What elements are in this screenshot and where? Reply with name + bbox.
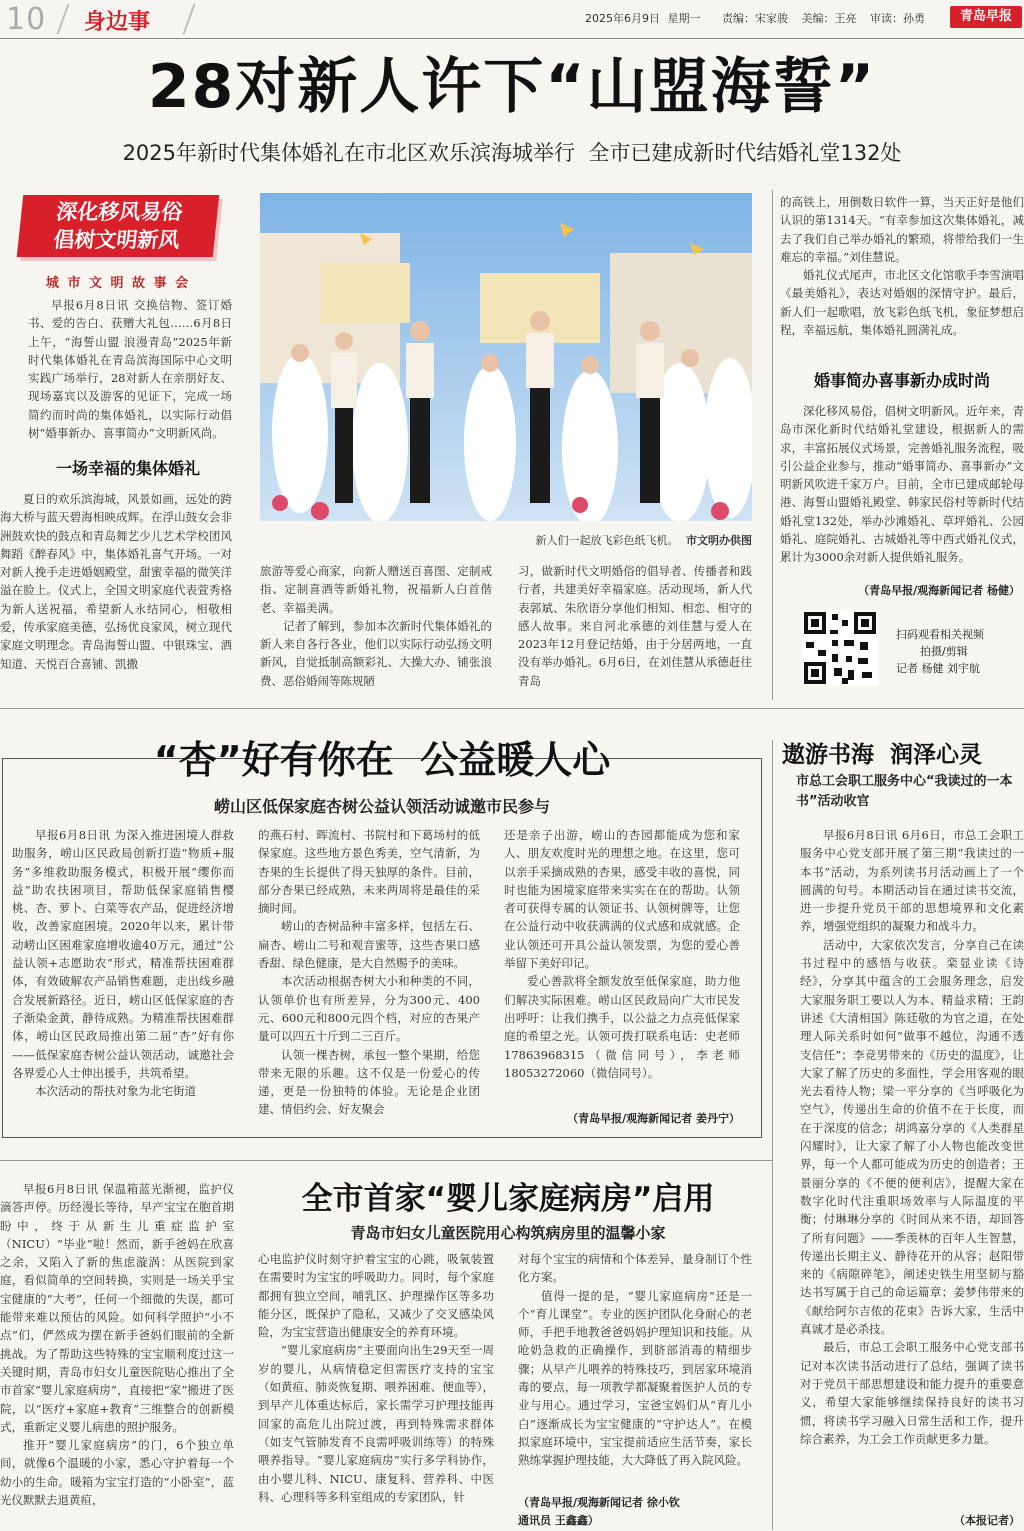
column-rule-1 bbox=[772, 190, 773, 700]
main-right-col-1 bbox=[780, 193, 1024, 353]
story3-credit-1: （青岛早报/观海新闻记者 徐小钦 bbox=[518, 1496, 680, 1509]
story3-col3 bbox=[518, 1250, 752, 1490]
main-sub-heading-2: 婚事简办喜事新办成时尚 bbox=[813, 371, 990, 390]
editor-credit: 责编：宋家骏 bbox=[722, 12, 788, 25]
main-col2-body bbox=[260, 562, 492, 692]
photo-caption bbox=[260, 532, 752, 548]
story3-col2 bbox=[258, 1250, 494, 1531]
story4-text-1: 早报6月8日讯 6月6日，市总工会职工服务中心党支部开展了第三期“我读过的一本书”活动，为系列读书月活动画上了一个圆满的句号。本期活动旨在通过读书交流，进一步提升党员干部的思想境界和文化素养，增强党组织的凝聚力和战斗力。 bbox=[800, 828, 1024, 934]
story2-subheadline: 崂山区低保家庭杏树公益认领活动诚邀市民参与 bbox=[213, 797, 550, 816]
main-right-col-2 bbox=[780, 402, 1024, 582]
wedding-photo-illustration bbox=[260, 193, 752, 521]
story2-credit: （青岛早报/观海新闻记者 姜丹宁） bbox=[567, 1112, 740, 1125]
main-col2-text: 旅游等爱心商家，向新人赠送百喜图、定制戒指、定制喜酒等新婚礼物，祝福新人白首偕老、幸福美满。 bbox=[260, 564, 492, 615]
column-rule-2 bbox=[772, 740, 773, 1530]
proofreader-credit: 审读：孙勇 bbox=[870, 12, 925, 25]
badge-caption: 城 市 文 明 故 事 会 bbox=[45, 276, 191, 291]
qr-text-1: 扫码观看相关视频 bbox=[896, 628, 984, 641]
brand-logo bbox=[950, 6, 1022, 28]
header-slash-2 bbox=[183, 4, 196, 34]
issue-weekday: 星期一 bbox=[667, 12, 701, 25]
story3-col1-text-b: 推开“婴儿家庭病房”的门，6个独立单间，就像6个温暖的小家，悉心守护着每一个幼小的生命。暖箱为宝宝打造的“小卧室”，蓝光仪默默去退黄疸， bbox=[0, 1438, 234, 1508]
campaign-badge bbox=[17, 195, 220, 257]
story2-col3-text: 还是亲子出游，崂山的杏园都能成为您和家人、朋友欢度时光的理想之地。在这里，您可以亲手采摘成熟的杏果，感受丰收的喜悦，同时也能为困境家庭带来实实在在的帮助。认领者可获得专属的认领证书、认领树牌等，让您在公益行动中收获满满的仪式感和成就感。企业认领还可开具公益认领发票，为您的爱心善举留下美好印记。 bbox=[504, 828, 740, 971]
photo-credit: 市文明办供图 bbox=[686, 534, 752, 547]
section-rule-1 bbox=[0, 708, 1024, 709]
main-right-text-1: 的高铁上，用倒数日软件一算，当天正好是他们认识的第1314天。“有幸参加这次集体婚礼，减去了我们自己举办婚礼的繁琐，将带给我们一生难忘的幸福。”刘佳慧说。 bbox=[780, 195, 1024, 264]
story2-col2-text-d: 认领一棵杏树，承包一整个果期，给您带来无限的乐趣。这不仅是一份爱心的传递，更是一份独特的体验。无论是企业团建、情侣约会、好友聚会 bbox=[258, 1047, 480, 1117]
story3-col1-text: 早报6月8日讯 保温箱蓝光渐褪，监护仪滴答声停。历经漫长等待，早产宝宝在胞首期盼中，终于从新生儿重症监护室（NICU）“毕业”啦！然而，新手爸妈在欣喜之余，又陷入了新的焦虑漩涡：从医院到家庭，看似简单的空间转换，实则是一场关乎宝宝健康的“大考”，任何一个细微的失误，都可能带来难以预估的风险。如何科学照护“小不点”们，俨然成为摆在新手爸妈们眼前的全新挑战。为了帮助这些特殊的宝宝顺利度过这一关键时期，青岛市妇女儿童医院贴心推出了全市首家“婴儿家庭病房”，直接把“家”搬进了医院，以“医疗+家庭+教育”三维整合的创新模式，重新定义婴儿病患的照护服务。 bbox=[0, 1182, 234, 1434]
badge-line-1: 深化移风易俗 bbox=[55, 200, 184, 224]
badge-line-2: 倡树文明新风 bbox=[52, 228, 181, 252]
qr-code[interactable] bbox=[802, 610, 878, 686]
qr-text-3: 记者 杨健 刘宇航 bbox=[896, 662, 980, 675]
story3-subheadline: 青岛市妇女儿童医院用心构筑病房里的温馨小家 bbox=[350, 1224, 666, 1242]
qr-text-2: 拍摄/剪辑 bbox=[920, 645, 968, 658]
qr-info bbox=[896, 626, 1022, 677]
story2-headline: “杏”好有你在 公益暖人心 bbox=[153, 738, 611, 782]
main-headline: 28对新人许下“山盟海誓” bbox=[147, 52, 877, 122]
story4-headline: 遨游书海 润泽心灵 bbox=[782, 742, 983, 768]
story4-credit: （本报记者） bbox=[954, 1514, 1020, 1527]
story2-col3-text-b: 爱心善款将全额发放至低保家庭，助力他们解决实际困难。崂山区民政局向广大市民发出呼吁：让我们携手，以公益之力点亮低保家庭的希望之光。认领可拨打联系电话：史老师 17863968315（微信同号），李老师 18053272060（微信同号）。 bbox=[504, 974, 740, 1080]
story4-text-3: 最后，市总工会职工服务中心党支部书记对本次读书活动进行了总结，强调了读书对于党员干部思想建设和能力提升的重要意义，希望大家能够继续保持良好的读书习惯，将读书学习融入日常生活和工作，提升综合素养，为工会工作贡献更多力量。 bbox=[800, 1340, 1024, 1446]
story2-col1 bbox=[12, 826, 234, 1126]
story2-col2-text-b: 崂山的杏树品种丰富多样，包括左石、扁杏、崂山二号和观音蜜等，这些杏果口感香甜、绿色健康，是大自然赐予的美味。 bbox=[258, 919, 480, 971]
story2-col1-text-b: 本次活动的帮扶对象为北宅街道 bbox=[35, 1084, 196, 1099]
brand-logo-text: 青岛早报 bbox=[959, 9, 1012, 24]
story3-col2-text: 心电监护仪时刻守护着宝宝的心跳，吸氧装置在需要时为宝宝的呼吸助力。同时，每个家庭都拥有独立空间，哺乳区、护理操作区等多功能分区，既保护了隐私，又减少了交叉感染风险，为宝宝营造出健康安全的养育环境。 bbox=[258, 1252, 494, 1340]
main-right-text-2: 婚礼仪式尾声，市北区文化馆歌手李雪演唱《最美婚礼》，表达对婚姻的深情守护。最后，新人们一起歌唱，放飞彩色纸飞机，象征梦想启程，幸福远航，集体婚礼圆满礼成。 bbox=[780, 268, 1024, 338]
story4-text-2: 活动中，大家依次发言，分享自己在读书过程中的感悟与收获。栾显业读《诗经》，分享其中蕴含的工会服务理念，启发大家服务职工要以人为本、精益求精；王韵讲述《大清相国》陈廷敬的为官之道，在处理人际关系时如何“做事不越位，沟通不透支信任”；李竞男带来的《历史的温度》，让大家了解了历史的多面性，学会用客观的眼光去看待人物；梁一平分享的《当呼吸化为空气》，传递出生命的价值不在于长度，而在于深度的信念；胡鸿嘉分享的《人类群星闪耀时》，让大家了解了小人物也能改变世界，每一个人都可能成为历史的创造者；王景丽分享的《不便的便利店》，提醒大家在数字化时代注重职场效率与人际温度的平衡；付琳琳分享的《时间从来不语，却回答了所有问题》——季羡林的百年人生智慧，传递出长期主义、静待花开的从容；赵阳带来的《病隙碎笔》，阐述史铁生用坚韧与豁达书写属于自己的命运篇章；姜梦伟带来的《献给阿尔吉侬的花束》告诉大家，生活中真诚才是必杀技。 bbox=[800, 937, 1024, 1337]
header-slash bbox=[57, 4, 70, 34]
main-col3-text: 习，做新时代文明婚俗的倡导者、传播者和践行者，共建美好幸福家庭。活动现场，新人代表郭斌、朱欣语分享他们相知、相恋、相守的感人故事。来自河北承德的刘佳慧与爱人在2023年12月登记结婚，由于分居两地，一直没有举办婚礼。6月6日，在刘佳慧从承德赶往青岛 bbox=[518, 564, 752, 688]
story3-col1 bbox=[0, 1180, 234, 1531]
story4-subheadline: 市总工会职工服务中心“我读过的一本书”活动收官 bbox=[796, 774, 1013, 809]
main-col1-body bbox=[0, 490, 232, 690]
story2-col1-text: 早报6月8日讯 为深入推进困境人群救助服务，崂山区民政局创新打造“物质+服务”多维救助服务模式，积极开展“缨你而益”助农扶困项目，帮助低保家庭销售樱桃、杏、萝卜、白菜等农产品，促进经济增收，改善家庭困境。2020年以来，累计带动崂山区困难家庭增收逾40万元，通过“公益认领+志愿助农”形式，精准帮扶困难群体，有效破解农产品销售难题，走出线乡融合发展新路径。近日，崂山区低保家庭的杏子渐染金黄，静待成熟。为精准帮扶困难群体，崂山区民政局推出第二届“杏”好有你——低保家庭杏树公益认领活动，诚邀社会各界爱心人士伸出援手，共筑希望。 bbox=[12, 828, 234, 1080]
main-credit: （青岛早报/观海新闻记者 杨健） bbox=[858, 584, 1020, 597]
main-subheadline: 2025年新时代集体婚礼在市北区欢乐滨海城举行 全市已建成新时代结婚礼堂132处 bbox=[122, 141, 902, 165]
story2-col2-text: 的燕石村、晖流村、书院村和下葛场村的低保家庭。这些地方景色秀美，空气清新，为杏果的生长提供了得天独厚的条件。目前，部分杏果已经成熟，未来两周将是最佳的采摘时间。 bbox=[258, 828, 480, 916]
qr-code-icon bbox=[802, 610, 878, 686]
main-col3-body bbox=[518, 562, 752, 692]
page-number: 10 bbox=[6, 2, 47, 37]
photo-caption-text: 新人们一起放飞彩色纸飞机。 bbox=[535, 534, 679, 547]
story2-col2 bbox=[258, 826, 480, 1126]
story2-col2-text-c: 本次活动根据杏树大小和种类的不同，认领单价也有所差异，分为300元、400元、600元和800元四个档，对应的杏果产量可以四五十斤到二三百斤。 bbox=[258, 974, 480, 1044]
story3-headline: 全市首家“婴儿家庭病房”启用 bbox=[301, 1181, 715, 1217]
designer-credit: 美编：王亮 bbox=[801, 12, 857, 25]
story4-body bbox=[800, 826, 1024, 1506]
story3-credit bbox=[518, 1494, 752, 1530]
story2-col3 bbox=[504, 826, 740, 1106]
story3-credit-2: 通讯员 王鑫鑫） bbox=[518, 1514, 599, 1527]
header-meta bbox=[585, 10, 925, 26]
story3-col2-text-b: “婴儿家庭病房”主要面向出生29天至一周岁的婴儿，从病情稳定但需医疗支持的宝宝（如黄疸、肺炎恢复期、喂养困难、便血等），到早产儿体重达标后，家长需学习护理技能再回家的高危儿出院过渡，再到特殊需求群体（如支气管肺发育不良需呼吸训练等）的特殊喂养指导。“婴儿家庭病房”实行多学科协作，由小婴儿科、NICU、康复科、营养科、中医科、心理科等多科室组成的专家团队，针 bbox=[258, 1343, 494, 1504]
section-name: 身边事 bbox=[84, 10, 151, 35]
main-col2-text-2: 记者了解到，参加本次新时代集体婚礼的新人来自各行各业，他们以实际行动弘扬文明新风，自觉抵制高额彩礼、大操大办、铺张浪费、恶俗婚闹等陈规陋 bbox=[260, 618, 492, 688]
wedding-photo bbox=[260, 193, 752, 521]
story3-col3-text-b: 值得一提的是，“婴儿家庭病房”还是一个“育儿课堂”。专业的医护团队化身耐心的老师，手把手地教爸爸妈妈护理知识和技能。从呛奶急救的正确操作，到脐部消毒的精细步骤；从早产儿喂养的特殊技巧，到居家环境消毒的要点，每一项教学都凝聚着医护人员的专业与用心。通过学习，宝爸宝妈们从“育儿小白”逐渐成长为宝宝健康的“守护达人”。在模拟家庭环境中，宝宝提前适应生活节奏，家长熟练掌握护理技能，大大降低了再入院风险。 bbox=[518, 1288, 752, 1468]
main-right-text-3: 深化移风易俗，倡树文明新风。近年来，青岛市深化新时代结婚礼堂建设，根据新人的需求，丰富拓展仪式场景，完善婚礼服务流程，吸引公益企业参与，推动“婚事简办、喜事新办”文明新风吹进千家万户。目前，全市已建成邮轮母港、海誓山盟婚礼殿堂、韩家民俗村等新时代结婚礼堂132处，举办沙滩婚礼、草坪婚礼、公园婚礼、庭院婚礼、古城婚礼等中西式婚礼仪式，累计为3000余对新人提供婚礼服务。 bbox=[780, 404, 1024, 565]
main-sub-heading-1: 一场幸福的集体婚礼 bbox=[55, 459, 200, 478]
main-col1-text: 夏日的欢乐滨海城，风景如画，远处的跨海大桥与蓝天碧海相映成辉。在浮山鼓女会非洲鼓欢快的鼓点和青岛舞艺少儿艺术学校团风舞蹈《醉春风》中，集体婚礼喜气开场。一对对新人挽手走进婚姻殿堂，甜蜜幸福的微笑洋溢在脸上。仪式上，全国文明家庭代表萱秀格为新人送祝福，希望新人永结同心，相敬相爱，传承家庭美德，弘扬优良家风，树立现代家庭文明理念。青岛海誓山盟、中银珠宝、酒知道、天悦百合喜铺、凯撒 bbox=[0, 492, 232, 671]
issue-date: 2025年6月9日 bbox=[585, 12, 660, 25]
section-rule-2 bbox=[0, 1160, 772, 1161]
story3-col3-text: 对每个宝宝的病情和个体差异，量身制订个性化方案。 bbox=[518, 1252, 752, 1285]
header-rule bbox=[0, 38, 1024, 39]
main-lead-text: 早报6月8日讯 交换信物、签订婚书、爱的告白、获赠大礼包……6月8日上午，“海誓山盟 浪漫青岛”2025年新时代集体婚礼在青岛滨海国际中心文明实践广场举行，28对新人在亲朋好友、现场嘉宾以及游客的见证下，完成一场简约而时尚的集体婚礼，以实际行动倡树“婚事新办、喜事简办”文明新风尚。 bbox=[28, 298, 232, 440]
main-lead-paragraph bbox=[28, 296, 232, 440]
